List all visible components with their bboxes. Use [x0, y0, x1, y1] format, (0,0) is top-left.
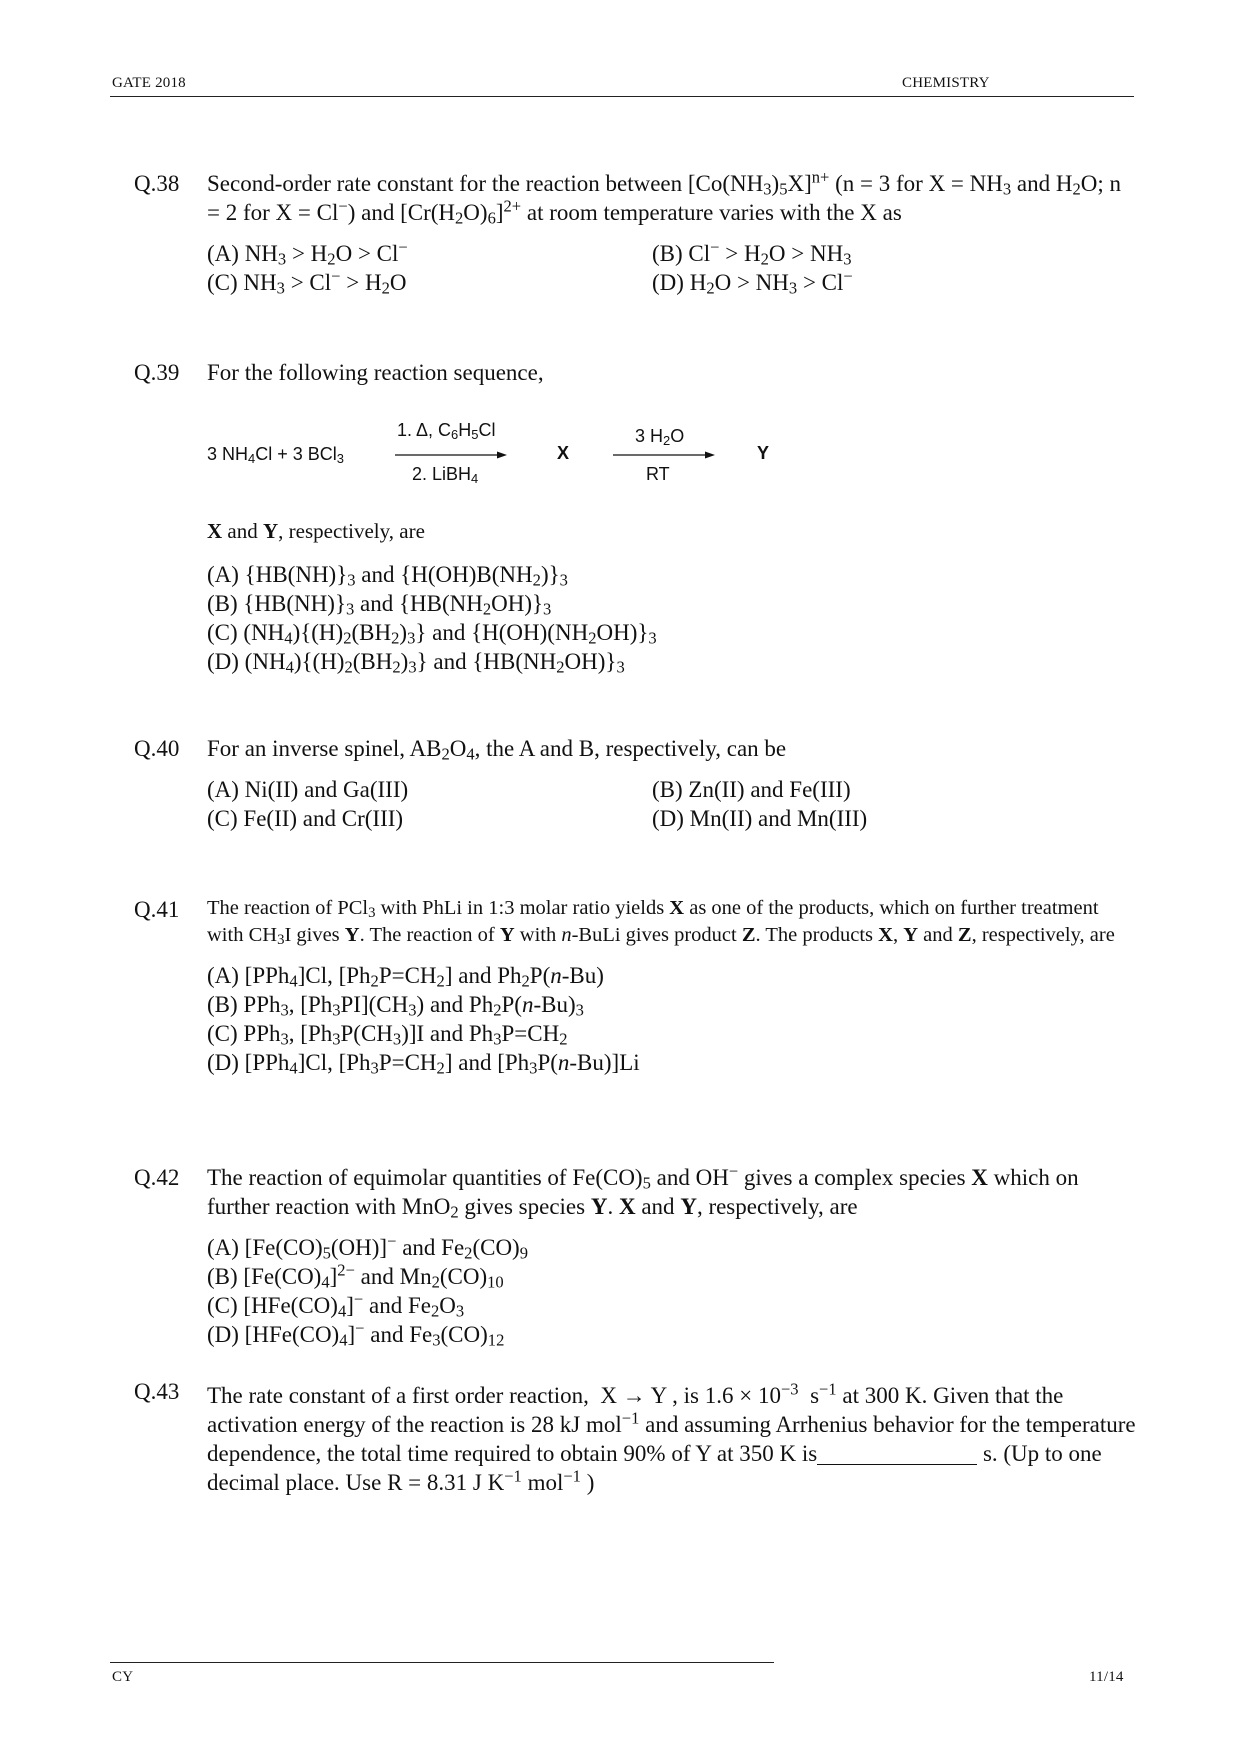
option-d[interactable]: (D) $(NH_4)\{(H)_2(BH_2)_3\}$ and $\{HB(NH_2OH)\}_3$ — [207, 649, 625, 677]
step1-reagents-2: 2. LiBH$_4$ — [412, 464, 479, 486]
question-number: Q.38 — [134, 171, 180, 196]
intermediate-x: X — [557, 443, 570, 463]
question-stem — [207, 734, 1137, 833]
header-subject: CHEMISTRY — [902, 75, 990, 91]
step2-reagent: 3 $H_2O$ — [635, 426, 685, 448]
option-b[interactable]: (B) $Cl^- > H_2O > NH_3$ — [652, 237, 852, 269]
step1-reagents: 1. Δ, $C_6H_5Cl$ — [397, 420, 496, 442]
question-text: For an inverse spinel, $AB_2O_4$, the A and B, respectively, can be — [207, 736, 787, 764]
answer-blank[interactable] — [817, 1444, 977, 1465]
question-number: Q.43 — [134, 1379, 180, 1404]
option-b[interactable]: (B) $\{HB(NH)\}_3$ and $\{HB(NH_2OH)\}_3$ — [207, 591, 552, 619]
question-text: The reaction of equimolar quantities of $Fe(CO)_5$ and OH− gives a complex species X which on further reaction with MnO$_2$ gives species Y. X and Y, respectively, are — [207, 1161, 1079, 1222]
header-rule — [110, 96, 1134, 97]
option-a[interactable]: (A) $[Fe(CO)_5(OH)]^-$ and $Fe_2(CO)_9$ — [207, 1231, 528, 1263]
footer-paper-code: CY — [112, 1669, 134, 1685]
option-d[interactable]: (D) Mn(II) and Mn(III) — [652, 806, 868, 831]
option-c[interactable]: (C) $(NH_4)\{(H)_2(BH_2)_3\}$ and $\{H(OH)(NH_2OH)\}_3$ — [207, 620, 657, 648]
option-c[interactable]: (C) $[HFe(CO)_4]^-$ and $Fe_2O_3$ — [207, 1289, 465, 1321]
reactants: 3 $NH_4Cl + 3$ BCl$_3$ — [207, 444, 344, 466]
options — [207, 239, 1137, 297]
question-number: Q.41 — [134, 897, 180, 922]
question-number: Q.39 — [134, 360, 180, 385]
option-b[interactable]: (B) Zn(II) and Fe(III) — [652, 777, 851, 802]
question-stem — [207, 1381, 1137, 1497]
question-text: The rate constant of a first order reaction, X → Y , is $1.6 \times 10^{-3}$ $s^{-1}$ at 300 K. Given that the activation energy of the reaction is 28 kJ mol$^{-1}$ and assuming Arrhenius behavior for the temperature dependence, the total time required to obtain 90% of Y at 350 K is s. (Up to one decimal place. Use R = 8.31 J $K^{-1}$ mol$^{-1}$ ) — [207, 1379, 1136, 1495]
footer-page-number: 11/14 — [1089, 1669, 1124, 1685]
question-text: Second-order rate constant for the reaction between $[Co(NH_3)_5X]^{n+}$ (n = 3 for $X = NH_3$ and $H_2O$; n = 2 for X = Cl−) and $[Cr(H_2O)_6]^{2+}$ at room temperature varies with the X as — [207, 167, 1122, 228]
option-d[interactable]: (D) [PPh$_4$]Cl, $[Ph_3P=CH_2]$ and $[Ph_3P(n-Bu)]Li$ — [207, 1050, 640, 1078]
option-b[interactable]: (B) $[Fe(CO)_4]^{2-}$ and $Mn_2(CO)_{10}$ — [207, 1260, 504, 1292]
option-c[interactable]: (C) PPh$_3$, $[Ph_3P(CH_3)]I$ and $Ph_3P=CH_2$ — [207, 1021, 568, 1049]
options — [207, 961, 1137, 1077]
option-a[interactable]: (A) Ni(II) and Ga(III) — [207, 777, 409, 802]
question-number: Q.40 — [134, 736, 180, 761]
option-c[interactable]: (C) $NH_3 > Cl^- > H_2O$ — [207, 266, 407, 298]
question-text: X and Y, respectively, are — [207, 519, 425, 543]
options — [207, 1233, 1137, 1349]
option-d[interactable]: (D) $[HFe(CO)_4]^-$ and $Fe_3(CO)_{12}$ — [207, 1318, 505, 1350]
header-exam-title: GATE 2018 — [112, 75, 186, 91]
question-stem — [207, 895, 1137, 1077]
options — [207, 775, 1137, 833]
question-stem — [207, 1163, 1137, 1349]
option-a[interactable]: (A) $\{HB(NH)\}_3$ and $\{H(OH)B(NH_2)\}_3$ — [207, 562, 568, 590]
question-stem — [207, 169, 1137, 297]
footer-rule — [110, 1662, 774, 1663]
option-d[interactable]: (D) $H_2O > NH_3 > Cl^-$ — [652, 266, 853, 298]
option-b[interactable]: (B) PPh$_3$, $[Ph_3PI](CH_3)$ and $Ph_2P(n-Bu)_3$ — [207, 992, 584, 1020]
reaction-scheme — [205, 420, 805, 500]
step2-condition: RT — [646, 464, 670, 484]
question-stem: For the following reaction sequence, — [207, 360, 544, 385]
question-text: The reaction of PCl$_3$ with PhLi in 1:3 molar ratio yields X as one of the products, which on further treatment with $CH_3I$ gives Y. The reaction of Y with n-BuLi gives product Z. The products X, Y and Z, respectively, are — [207, 897, 1115, 949]
question-number: Q.42 — [134, 1165, 180, 1190]
product-y: Y — [757, 443, 770, 463]
option-a[interactable]: (A) $NH_3 > H_2O > Cl^-$ — [207, 237, 408, 269]
option-a[interactable]: (A) [PPh$_4$]Cl, $[Ph_2P=CH_2]$ and $Ph_2P(n-Bu)$ — [207, 963, 604, 991]
option-c[interactable]: (C) Fe(II) and Cr(III) — [207, 806, 404, 831]
